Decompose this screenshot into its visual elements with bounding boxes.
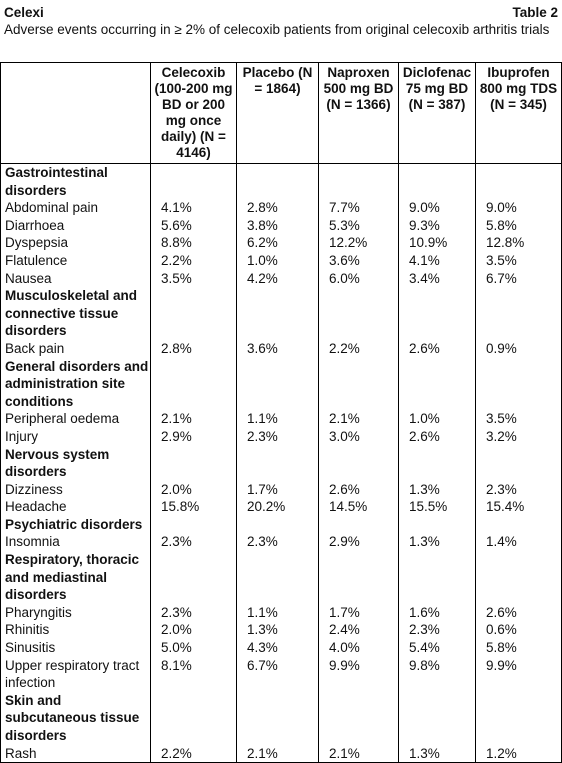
header-celecoxib: Celecoxib (100-200 mg BD or 200 mg once daily) (N = 4146) — [151, 63, 237, 164]
table-row — [1, 234, 562, 252]
value-cell: 15.4% — [476, 498, 562, 516]
value-cell: 10.9% — [399, 234, 476, 252]
value-cell: 15.8% — [151, 498, 237, 516]
table-row — [1, 657, 562, 692]
value-cell: 3.6% — [237, 340, 319, 358]
table-row — [1, 252, 562, 270]
table-caption: Adverse events occurring in ≥ 2% of celecoxib patients from original celecoxib arthritis trials — [4, 22, 550, 37]
value-cell — [151, 551, 237, 604]
value-cell — [151, 516, 237, 534]
value-cell: 6.7% — [476, 270, 562, 288]
table-row — [1, 428, 562, 446]
value-cell — [476, 516, 562, 534]
value-cell: 5.3% — [319, 217, 399, 235]
value-cell: 2.0% — [151, 481, 237, 499]
value-cell: 12.2% — [319, 234, 399, 252]
category-row — [1, 358, 562, 411]
value-cell: 1.1% — [237, 604, 319, 622]
value-cell: 1.7% — [237, 481, 319, 499]
table-row — [1, 410, 562, 428]
value-cell — [399, 551, 476, 604]
value-cell: 2.3% — [476, 481, 562, 499]
value-cell: 1.3% — [237, 621, 319, 639]
value-cell: 5.0% — [151, 639, 237, 657]
value-cell: 1.6% — [399, 604, 476, 622]
table-row — [1, 604, 562, 622]
value-cell: 4.2% — [237, 270, 319, 288]
value-cell: 2.6% — [399, 428, 476, 446]
header-blank — [1, 63, 151, 164]
row-label: Sinusitis — [1, 639, 151, 657]
value-cell: 2.3% — [151, 604, 237, 622]
value-cell: 6.7% — [237, 657, 319, 692]
value-cell — [319, 446, 399, 481]
value-cell: 15.5% — [399, 498, 476, 516]
table-row — [1, 498, 562, 516]
header-bar — [0, 0, 562, 22]
row-label: Diarrhoea — [1, 217, 151, 235]
category-row — [1, 287, 562, 340]
value-cell: 1.3% — [399, 481, 476, 499]
value-cell: 2.3% — [399, 621, 476, 639]
row-label: Dyspepsia — [1, 234, 151, 252]
value-cell: 1.3% — [399, 533, 476, 551]
value-cell: 8.1% — [151, 657, 237, 692]
value-cell: 3.5% — [151, 270, 237, 288]
header-diclofenac: Diclofenac 75 mg BD (N = 387) — [399, 63, 476, 164]
value-cell — [399, 692, 476, 745]
row-label: Abdominal pain — [1, 199, 151, 217]
value-cell: 3.4% — [399, 270, 476, 288]
table-header-row — [1, 63, 562, 164]
value-cell: 9.9% — [319, 657, 399, 692]
value-cell: 2.9% — [151, 428, 237, 446]
category-label: Gastrointestinal disorders — [1, 164, 151, 200]
category-row — [1, 516, 562, 534]
value-cell — [476, 551, 562, 604]
value-cell: 3.0% — [319, 428, 399, 446]
value-cell — [151, 692, 237, 745]
value-cell — [399, 446, 476, 481]
value-cell: 2.1% — [319, 745, 399, 763]
value-cell — [319, 287, 399, 340]
value-cell: 9.8% — [399, 657, 476, 692]
value-cell — [151, 164, 237, 200]
row-label: Insomnia — [1, 533, 151, 551]
row-label: Nausea — [1, 270, 151, 288]
value-cell: 4.0% — [319, 639, 399, 657]
value-cell — [399, 358, 476, 411]
row-label: Headache — [1, 498, 151, 516]
value-cell: 0.9% — [476, 340, 562, 358]
value-cell: 2.2% — [151, 745, 237, 763]
value-cell — [151, 446, 237, 481]
value-cell — [399, 287, 476, 340]
value-cell: 9.3% — [399, 217, 476, 235]
value-cell: 2.3% — [151, 533, 237, 551]
value-cell: 3.2% — [476, 428, 562, 446]
value-cell: 4.3% — [237, 639, 319, 657]
adverse-events-table — [0, 62, 562, 763]
value-cell: 2.1% — [237, 745, 319, 763]
header-placebo: Placebo (N = 1864) — [237, 63, 319, 164]
value-cell: 2.6% — [476, 604, 562, 622]
value-cell: 1.2% — [476, 745, 562, 763]
table-body — [1, 164, 562, 763]
value-cell: 9.0% — [399, 199, 476, 217]
row-label: Rhinitis — [1, 621, 151, 639]
value-cell — [476, 358, 562, 411]
category-label: Respiratory, thoracic and mediastinal disorders — [1, 551, 151, 604]
row-label: Pharyngitis — [1, 604, 151, 622]
value-cell: 2.3% — [237, 533, 319, 551]
value-cell — [399, 516, 476, 534]
value-cell: 1.4% — [476, 533, 562, 551]
value-cell: 2.6% — [399, 340, 476, 358]
table-row — [1, 217, 562, 235]
value-cell: 7.7% — [319, 199, 399, 217]
value-cell: 8.8% — [151, 234, 237, 252]
row-label: Peripheral oedema — [1, 410, 151, 428]
value-cell: 2.8% — [151, 340, 237, 358]
value-cell: 1.0% — [399, 410, 476, 428]
value-cell: 2.2% — [151, 252, 237, 270]
category-row — [1, 446, 562, 481]
table-row — [1, 745, 562, 763]
category-label: General disorders and administration site conditions — [1, 358, 151, 411]
value-cell: 5.6% — [151, 217, 237, 235]
category-label: Nervous system disorders — [1, 446, 151, 481]
row-label: Rash — [1, 745, 151, 763]
value-cell: 4.1% — [151, 199, 237, 217]
value-cell — [237, 692, 319, 745]
category-label: Psychiatric disorders — [1, 516, 151, 534]
row-label: Flatulence — [1, 252, 151, 270]
value-cell — [151, 287, 237, 340]
value-cell: 2.9% — [319, 533, 399, 551]
value-cell — [319, 516, 399, 534]
value-cell: 1.1% — [237, 410, 319, 428]
table-row — [1, 270, 562, 288]
value-cell — [399, 164, 476, 200]
value-cell: 3.5% — [476, 410, 562, 428]
value-cell: 2.8% — [237, 199, 319, 217]
value-cell — [237, 446, 319, 481]
value-cell: 9.9% — [476, 657, 562, 692]
value-cell: 4.1% — [399, 252, 476, 270]
value-cell: 2.1% — [319, 410, 399, 428]
row-label: Back pain — [1, 340, 151, 358]
value-cell: 5.8% — [476, 217, 562, 235]
table-row — [1, 481, 562, 499]
value-cell — [237, 551, 319, 604]
value-cell: 2.0% — [151, 621, 237, 639]
value-cell: 1.3% — [399, 745, 476, 763]
value-cell: 3.6% — [319, 252, 399, 270]
value-cell — [319, 551, 399, 604]
value-cell: 1.7% — [319, 604, 399, 622]
value-cell: 5.8% — [476, 639, 562, 657]
brand-name: Celexi — [4, 5, 44, 20]
table-number: Table 2 — [512, 5, 558, 20]
row-label: Injury — [1, 428, 151, 446]
category-label: Skin and subcutaneous tissue disorders — [1, 692, 151, 745]
value-cell — [476, 164, 562, 200]
value-cell — [319, 164, 399, 200]
table-row — [1, 199, 562, 217]
value-cell — [319, 358, 399, 411]
table-row — [1, 639, 562, 657]
row-label: Upper respiratory tract infection — [1, 657, 151, 692]
table-row — [1, 621, 562, 639]
value-cell: 3.5% — [476, 252, 562, 270]
value-cell — [237, 287, 319, 340]
category-row — [1, 692, 562, 745]
value-cell: 2.4% — [319, 621, 399, 639]
value-cell: 3.8% — [237, 217, 319, 235]
header-ibuprofen: Ibuprofen 800 mg TDS (N = 345) — [476, 63, 562, 164]
value-cell — [237, 164, 319, 200]
category-row — [1, 551, 562, 604]
table-row — [1, 533, 562, 551]
category-label: Musculoskeletal and connective tissue disorders — [1, 287, 151, 340]
category-row — [1, 164, 562, 200]
value-cell: 5.4% — [399, 639, 476, 657]
value-cell — [476, 446, 562, 481]
value-cell — [476, 692, 562, 745]
row-label: Dizziness — [1, 481, 151, 499]
value-cell: 2.2% — [319, 340, 399, 358]
value-cell — [237, 516, 319, 534]
value-cell: 2.6% — [319, 481, 399, 499]
value-cell: 6.2% — [237, 234, 319, 252]
value-cell: 1.0% — [237, 252, 319, 270]
value-cell: 14.5% — [319, 498, 399, 516]
table-row — [1, 340, 562, 358]
value-cell: 9.0% — [476, 199, 562, 217]
header-naproxen: Naproxen 500 mg BD (N = 1366) — [319, 63, 399, 164]
value-cell — [319, 692, 399, 745]
value-cell: 12.8% — [476, 234, 562, 252]
value-cell — [476, 287, 562, 340]
value-cell: 6.0% — [319, 270, 399, 288]
value-cell: 0.6% — [476, 621, 562, 639]
value-cell — [237, 358, 319, 411]
value-cell: 20.2% — [237, 498, 319, 516]
value-cell: 2.1% — [151, 410, 237, 428]
value-cell: 2.3% — [237, 428, 319, 446]
value-cell — [151, 358, 237, 411]
